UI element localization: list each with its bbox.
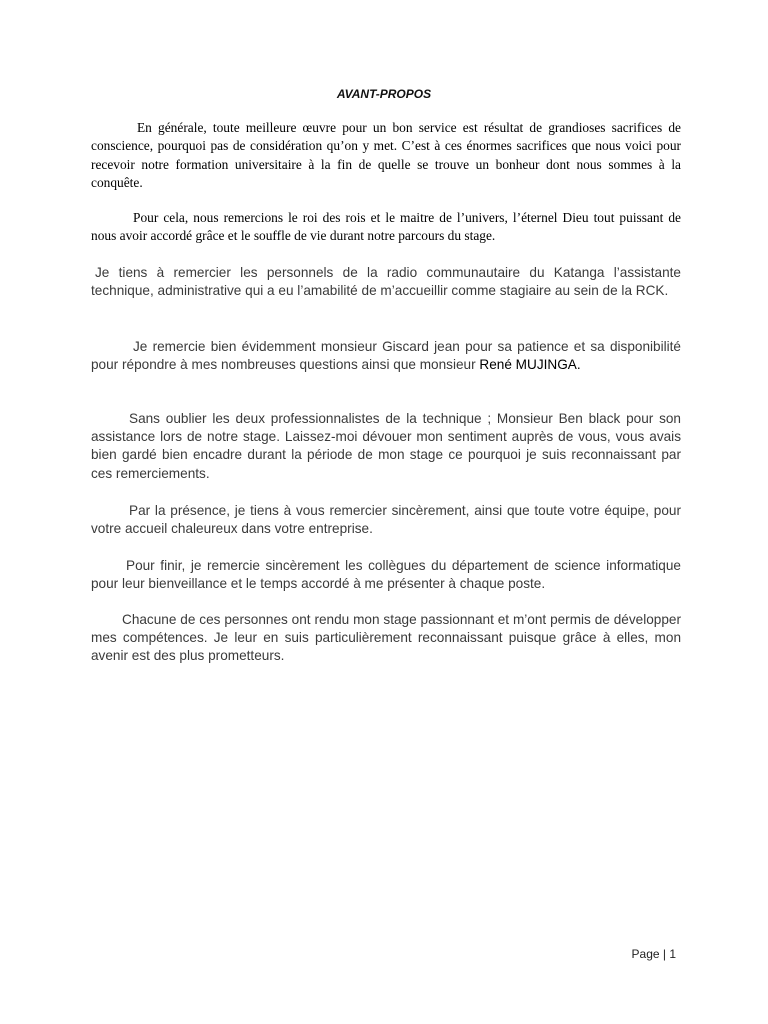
paragraph-1: En générale, toute meilleure œuvre pour un bon service est résultat de grandioses sacrifices de conscience, pourquoi pas de considération qu’on y met. C’est à ces énormes sacrifices que nous voici pour recevoir notre formation universitaire à la fin de quelle se trouve un bonheur dont nous sommes à la conquête. <box>91 120 681 190</box>
paragraph-5: Sans oublier les deux professionnalistes de la technique ; Monsieur Ben black pour son assistance lors de notre stage. Laissez-moi dévouer mon sentiment auprès de vous, vous avais bien gardé bien encadre durant la période de mon stage ce pourquoi je suis reconnaissant par ces remerciements. <box>91 411 681 481</box>
paragraph-4 <box>91 338 681 374</box>
paragraph-8: Chacune de ces personnes ont rendu mon stage passionnant et m’ont permis de développer mes compétences. Je leur en suis particulièrement reconnaissant puisque grâce à elles, mon avenir est des plus prometteurs. <box>91 612 681 664</box>
paragraph-6: Par la présence, je tiens à vous remercier sincèrement, ainsi que toute votre équipe, pour votre accueil chaleureux dans votre entreprise. <box>91 503 681 537</box>
paragraph-4-text: Je remercie bien évidemment monsieur Giscard jean pour sa patience et sa disponibilité pour répondre à mes nombreuses questions ainsi que monsieur <box>91 339 681 373</box>
page-number: Page | 1 <box>631 947 676 961</box>
name-emphasis: René MUJINGA. <box>479 357 581 373</box>
page-title: AVANT-PROPOS <box>336 87 432 101</box>
paragraph-7: Pour finir, je remercie sincèrement les collègues du département de science informatique pour leur bienveillance et le temps accordé à me présenter à chaque poste. <box>91 558 681 592</box>
paragraph-3: Je tiens à remercier les personnels de la radio communautaire du Katanga l’assistante technique, administrative qui a eu l’amabilité de m’accueillir comme stagiaire au sein de la RCK. <box>91 265 681 299</box>
paragraph-2: Pour cela, nous remercions le roi des rois et le maitre de l’univers, l’éternel Dieu tout puissant de nous avoir accordé grâce et le souffle de vie durant notre parcours du stage. <box>91 210 681 244</box>
